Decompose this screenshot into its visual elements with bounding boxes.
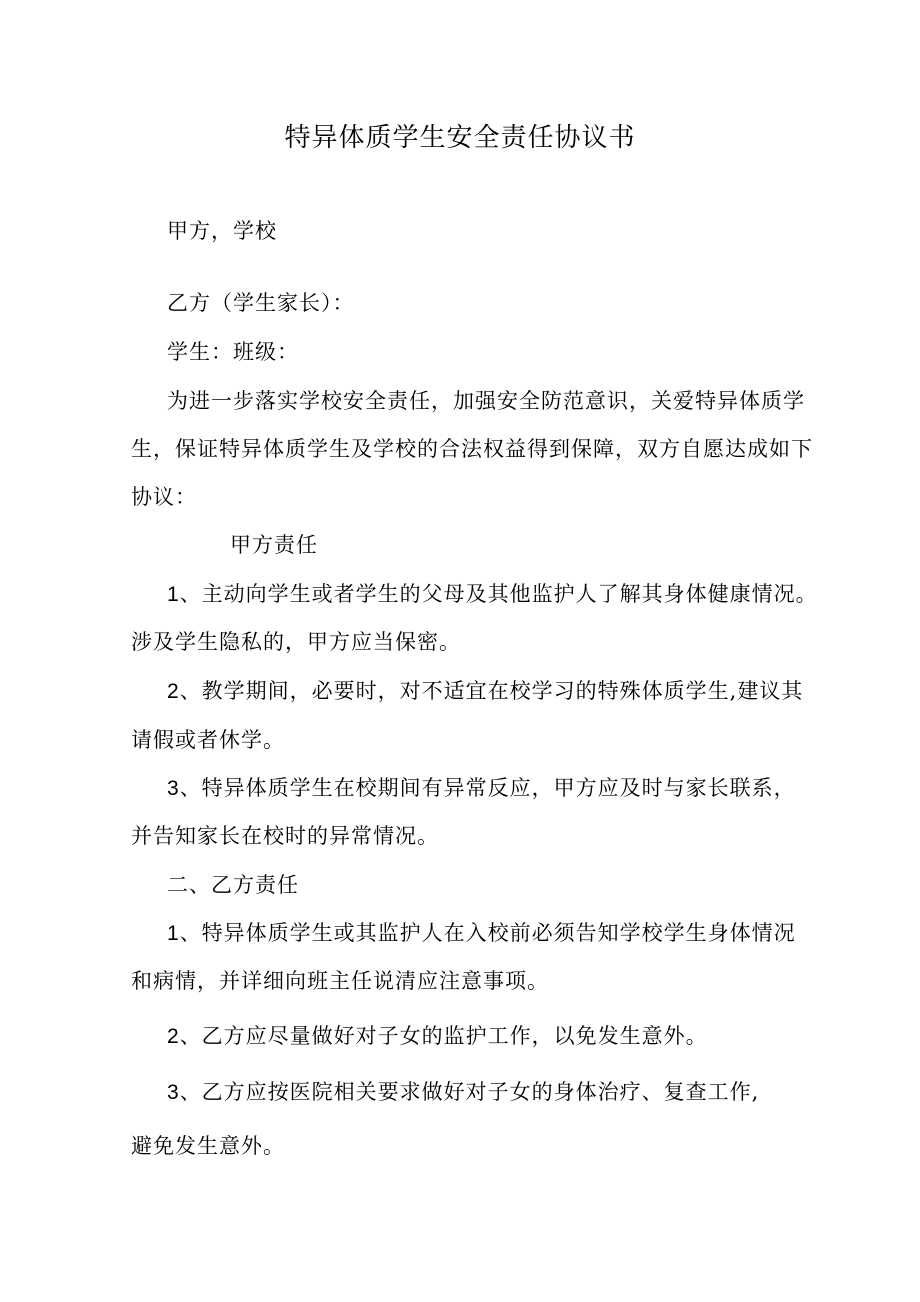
party-a-line: 甲方，学校	[167, 219, 277, 243]
clause-b2-line-1	[167, 1019, 708, 1054]
clause-a2-line-1	[167, 674, 803, 709]
section-b-heading: 二、乙方责任	[167, 873, 299, 897]
clause-a3-line-2: 并告知家长在校时的异常情况。	[131, 824, 439, 848]
clause-a1-line-1	[167, 577, 818, 612]
clause-b1-text: 、特异体质学生或其监护人在入校前必须告知学校学生身体情况	[179, 921, 796, 945]
clause-b2-text: 、乙方应尽量做好对子女的监护工作，以免发生意外。	[179, 1024, 708, 1048]
student-class-line: 学生：班级：	[167, 340, 299, 364]
clause-a3-text: 、特异体质学生在校期间有异常反应，甲方应及时与家长联系，	[179, 776, 796, 800]
clause-b1-line-2: 和病情，并详细向班主任说清应注意事项。	[131, 969, 549, 993]
clause-b3-line-2: 避免发生意外。	[131, 1134, 285, 1158]
clause-a1-text: 、主动向学生或者学生的父母及其他监护人了解其身体健康情况。	[179, 582, 818, 606]
document-title: 特异体质学生安全责任协议书	[284, 123, 636, 153]
clause-a3-number: 3	[167, 777, 180, 800]
clause-a3-line-1	[167, 771, 796, 806]
clause-a2-text: 、教学期间，必要时，对不适宜在校学习的特殊体质学生,建议其	[179, 679, 804, 703]
clause-a1-number: 1	[167, 583, 180, 606]
clause-b3-line-1	[167, 1075, 759, 1110]
clause-b1-line-1	[167, 916, 796, 951]
clause-a2-line-2: 请假或者休学。	[131, 728, 285, 752]
clause-b2-number: 2	[167, 1025, 180, 1048]
party-b-line: 乙方（学生家长）：	[167, 291, 355, 315]
intro-paragraph-line-2: 生，保证特异体质学生及学校的合法权益得到保障，双方自愿达成如下	[131, 437, 813, 461]
intro-paragraph-line-1: 为进一步落实学校安全责任，加强安全防范意识，关爱特异体质学	[167, 389, 805, 413]
clause-a2-number: 2	[167, 680, 180, 703]
intro-paragraph-line-3: 协议：	[131, 485, 197, 509]
clause-b1-number: 1	[167, 922, 180, 945]
clause-b3-number: 3	[167, 1081, 180, 1104]
clause-b3-text: 、乙方应按医院相关要求做好对子女的身体治疗、复查工作,	[179, 1080, 760, 1104]
section-a-heading: 甲方责任	[230, 533, 318, 557]
clause-a1-line-2: 涉及学生隐私的，甲方应当保密。	[131, 630, 461, 654]
